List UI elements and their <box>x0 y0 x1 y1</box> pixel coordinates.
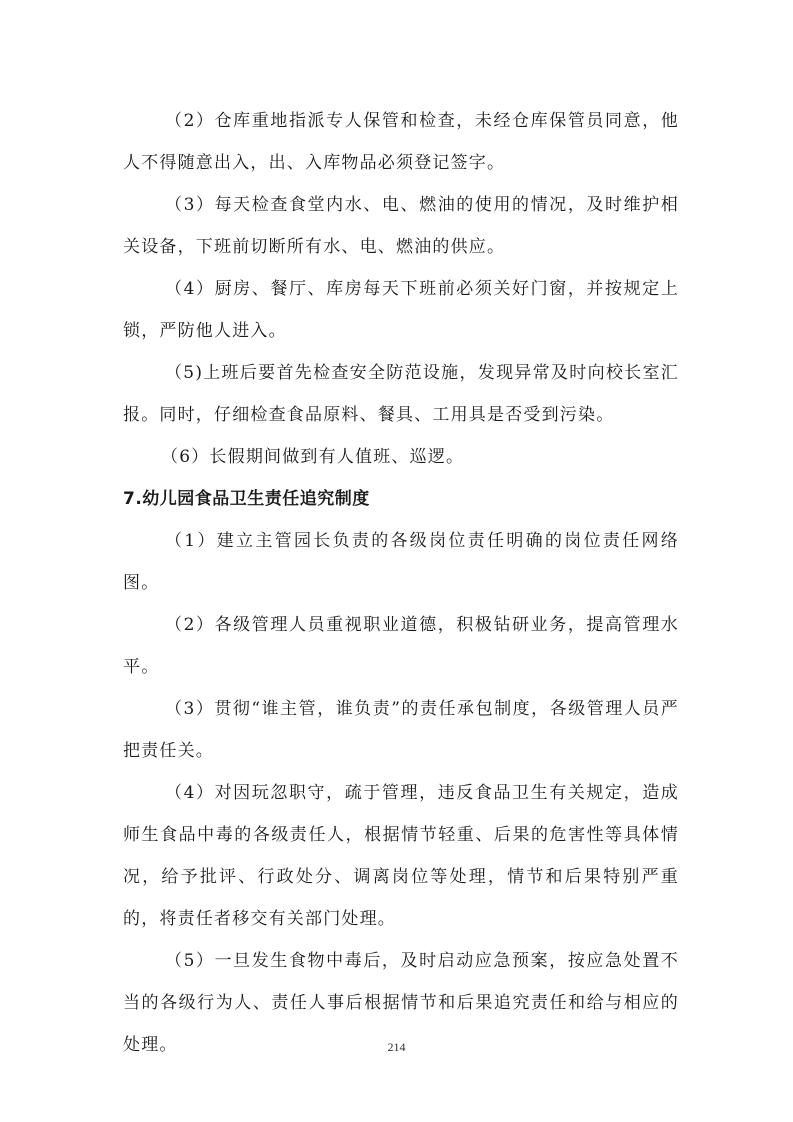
paragraph-responsibility-contract: （3）贯彻“谁主管，谁负责”的责任承包制度，各级管理人员严把责任关。 <box>123 699 679 761</box>
paragraph-daily-utility-check: （3）每天检查食堂内水、电、燃油的使用的情况，及时维护相关设备，下班前切断所有水、电、燃油的供应。 <box>123 195 679 257</box>
paragraph-holiday-duty: （6）长假期间做到有人值班、巡逻。 <box>161 447 465 467</box>
paragraph-emergency-plan: （5）一旦发生食物中毒后，及时启动应急预案，按应急处置不当的各级行为人、责任人事后根据情节和后果追究责任和给与相应的处理。 <box>123 951 679 1055</box>
paragraph-lock-doors-windows: （4）厨房、餐厅、库房每天下班前必须关好门窗，并按规定上锁，严防他人进入。 <box>123 279 679 341</box>
paragraph-professional-ethics: （2）各级管理人员重视职业道德，积极钻研业务，提高管理水平。 <box>123 615 679 677</box>
paragraph-warehouse-custody: （2）仓库重地指派专人保管和检查，未经仓库保管员同意，他人不得随意出入，出、入库物品必须登记签字。 <box>123 111 679 173</box>
page-content <box>123 100 679 1066</box>
paragraph-safety-facility-check: （5)上班后要首先检查安全防范设施，发现异常及时向校长室汇报。同时，仔细检查食品原料、餐具、工用具是否受到污染。 <box>123 363 679 425</box>
paragraph-responsibility-network: （1）建立主管园长负责的各级岗位责任明确的岗位责任网络图。 <box>123 531 679 593</box>
page-number: 214 <box>387 1040 406 1054</box>
section-heading: 7.幼儿园食品卫生责任追究制度 <box>123 489 370 509</box>
paragraph-accountability-penalties: （4）对因玩忽职守，疏于管理，违反食品卫生有关规定，造成师生食品中毒的各级责任人，根据情节轻重、后果的危害性等具体情况，给予批评、行政处分、调离岗位等处理，情节和后果特别严重的，将责任者移交有关部门处理。 <box>123 783 679 929</box>
